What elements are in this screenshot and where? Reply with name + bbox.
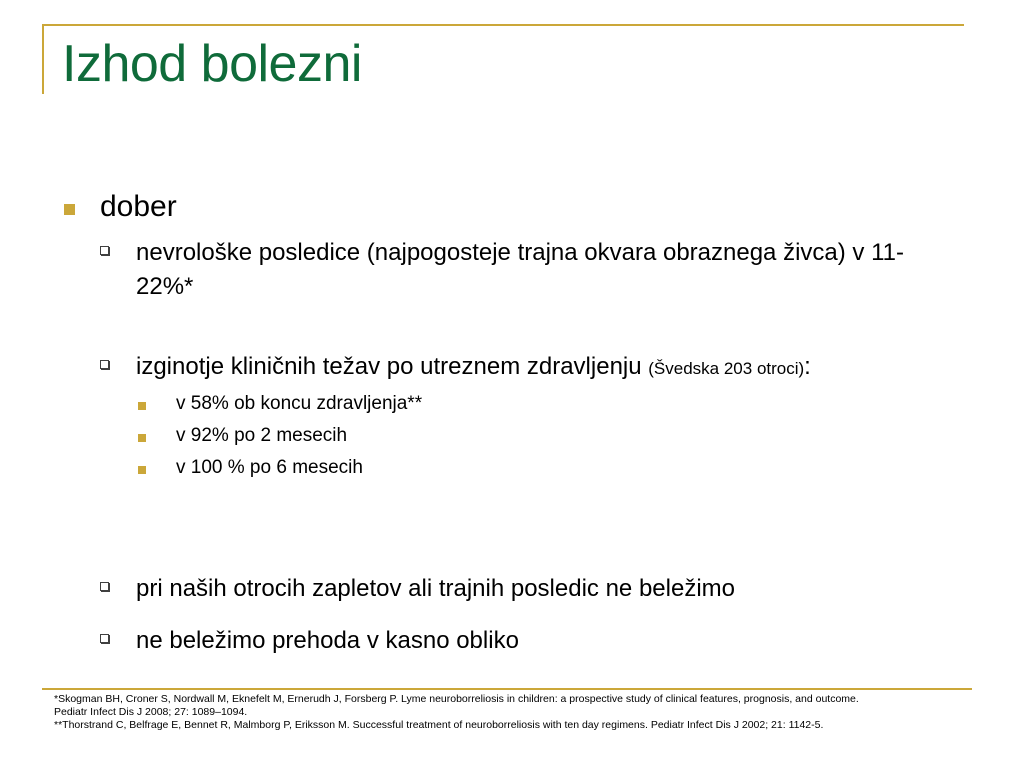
footnotes <box>54 693 1004 732</box>
hollow-square-bullet-icon <box>100 634 109 643</box>
square-bullet-icon <box>138 402 146 410</box>
footnote-line: **Thorstrand C, Belfrage E, Bennet R, Malmborg P, Eriksson M. Successful treatment of neuroborreliosis with ten day regimens. Pediatr Infect Dis J 2002; 21: 1142-5. <box>54 719 824 731</box>
square-bullet-icon <box>138 466 146 474</box>
hollow-square-bullet-icon <box>100 582 109 591</box>
bullet-text: nevrološke posledice (najpogosteje trajna okvara obraznega živca) v 11-22%* <box>136 239 904 300</box>
top-rule-horizontal <box>42 24 964 26</box>
bullet-text: pri naših otrocih zapletov ali trajnih posledic ne beležimo <box>136 575 735 602</box>
bullet-text-colon: : <box>804 353 811 380</box>
bullet-text-source: (Švedska 203 otroci) <box>648 359 805 378</box>
bullet-text: dober <box>100 190 177 223</box>
hollow-square-bullet-icon <box>100 246 109 255</box>
bottom-rule <box>42 688 972 690</box>
hollow-square-bullet-icon <box>100 360 109 369</box>
bullet-text: ne beležimo prehoda v kasno obliko <box>136 627 519 654</box>
bullet-text-main: izginotje kliničnih težav po utreznem zdravljenju <box>136 353 649 380</box>
bullet-text: v 58% ob koncu zdravljenja** <box>176 393 423 414</box>
footnote-line: Pediatr Infect Dis J 2008; 27: 1089–1094. <box>54 706 248 718</box>
bullet-text: v 92% po 2 mesecih <box>176 425 348 446</box>
bullet-text: v 100 % po 6 mesecih <box>176 457 363 478</box>
top-rule-vertical <box>42 24 44 94</box>
square-bullet-icon <box>64 204 75 215</box>
square-bullet-icon <box>138 434 146 442</box>
slide-title: Izhod bolezni <box>62 35 362 93</box>
bullet-text <box>136 350 936 386</box>
footnote-line: *Skogman BH, Croner S, Nordwall M, Eknefelt M, Ernerudh J, Forsberg P. Lyme neuroborreliosis in children: a prospective study of clinical features, prognosis, and outcome. <box>54 693 859 705</box>
